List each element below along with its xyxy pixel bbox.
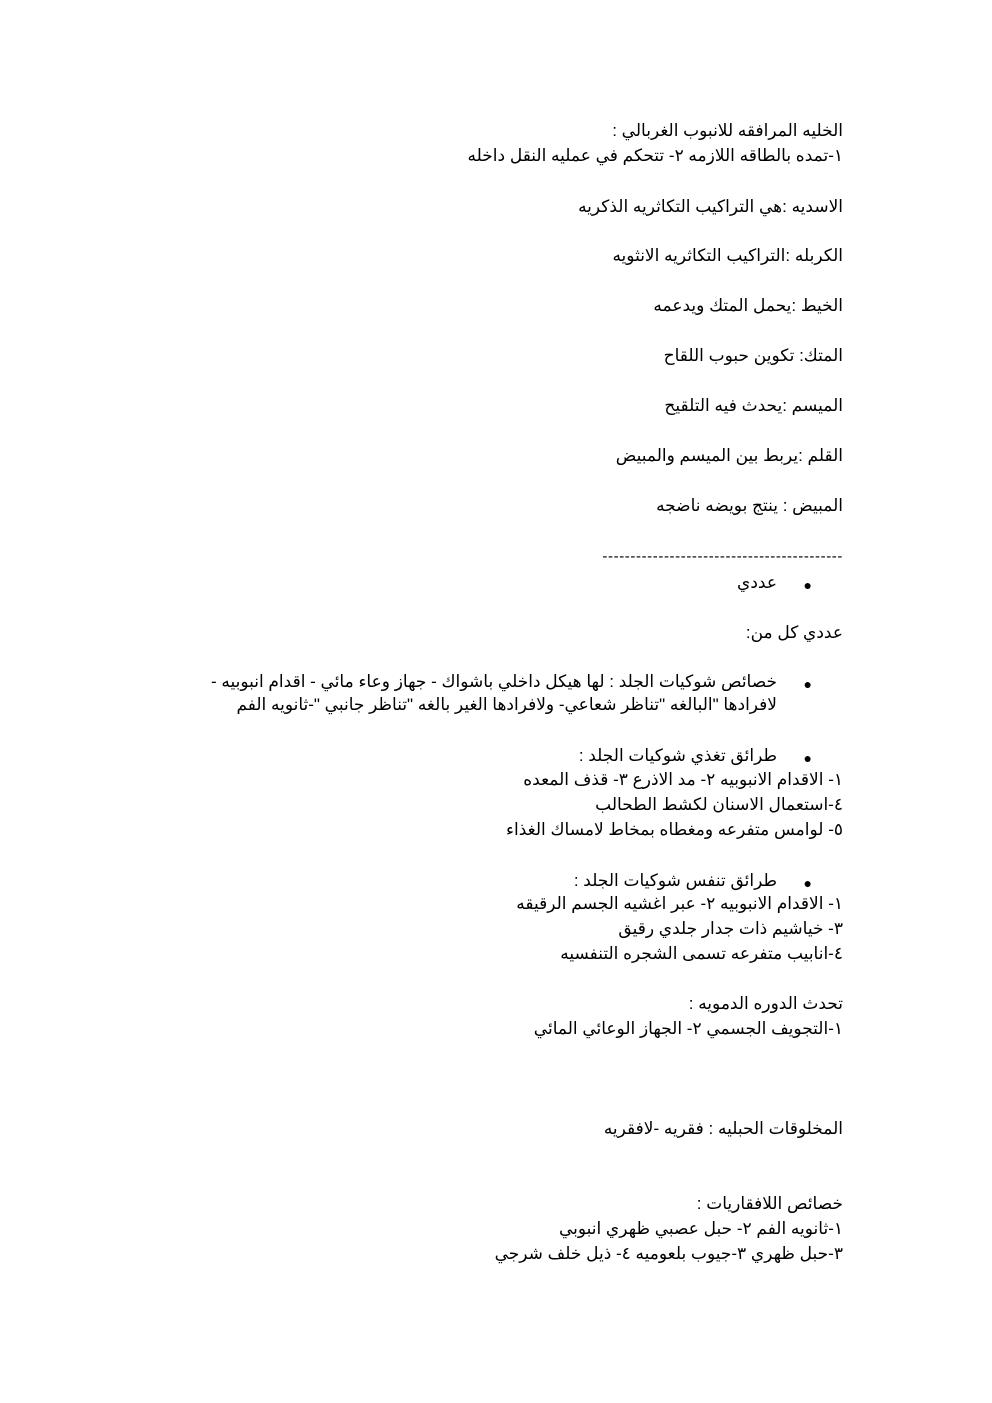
bullet-icon: ● [803, 750, 812, 766]
bullet-text-echinoderm-traits: خصائص شوكيات الجلد : لها هيكل داخلي باشواك - جهاز وعاء مائي - اقدام انبوبيه - [210, 672, 777, 691]
bullet-text-respiration-methods: طرائق تنفس شوكيات الجلد : [573, 871, 777, 890]
dashed-divider: ------------------------------------------- [602, 548, 843, 565]
text-line-respiration-3: ٤-انابيب متفرعه تسمى الشجره التنفسيه [560, 944, 843, 963]
bullet-text-echinoderm-traits-cont: لافرادها "البالغه "تناظر شعاعي- ولافرادها الغير بالغه "تناظر جانبي "-ثانويه الفم [236, 695, 777, 714]
text-line-invertebrate-traits-heading: خصائص اللافقاريات : [696, 1194, 843, 1213]
bullet-text-feeding-methods: طرائق تغذي شوكيات الجلد : [578, 746, 777, 765]
text-line-feeding-3: ٥- لوامس متفرعه ومغطاه بمخاط لامساك الغذاء [506, 820, 843, 839]
text-line-companion-cell-functions: ١-تمده بالطاقه اللازمه ٢- تتحكم في عمليه النقل داخله [467, 146, 843, 165]
text-line-enumerate-each: عددي كل من: [745, 623, 843, 642]
bullet-text-enumerate: عددي [737, 573, 777, 592]
text-line-chordates: المخلوقات الحبليه : فقريه -لافقريه [603, 1119, 843, 1138]
text-line-style: القلم :يربط بين الميسم والمبيض [615, 446, 843, 465]
text-line-stigma: الميسم :يحدث فيه التلقيح [664, 396, 843, 415]
text-line-circulation-items: ١-التجويف الجسمي ٢- الجهاز الوعائي المائي [533, 1019, 843, 1038]
text-line-circulation-heading: تحدث الدوره الدمويه : [688, 994, 843, 1013]
text-line-respiration-1: ١- الاقدام الانبوبيه ٢- عبر اغشيه الجسم الرقيقه [516, 894, 843, 913]
text-line-filament: الخيط :يحمل المتك ويدعمه [653, 296, 843, 315]
bullet-icon: ● [803, 676, 812, 692]
text-line-anther: المتك: تكوين حبوب اللقاح [663, 346, 843, 365]
text-line-carpels: الكربله :التراكيب التكاثريه الانثويه [612, 246, 843, 265]
bullet-icon: ● [803, 875, 812, 891]
text-line-invertebrate-traits-2: ٣-حبل ظهري ٣-جيوب بلعوميه ٤- ذيل خلف شرجي [494, 1244, 843, 1263]
bullet-icon: ● [803, 577, 812, 593]
text-line-companion-cell-heading: الخليه المرافقه للانبوب الغربالي : [612, 121, 843, 140]
text-line-respiration-2: ٣- خياشيم ذات جدار جلدي رقيق [618, 919, 843, 938]
text-line-ovary: المبيض : ينتج بويضه ناضجه [656, 496, 843, 515]
text-line-invertebrate-traits-1: ١-ثانويه الفم ٢- حبل عصبي ظهري انبوبي [558, 1219, 843, 1238]
text-line-feeding-1: ١- الاقدام الانبوبيه ٢- مد الاذرع ٣- قذف المعده [523, 770, 843, 789]
text-line-feeding-2: ٤-استعمال الاسنان لكشط الطحالب [595, 795, 843, 814]
text-line-stamens: الاسديه :هي التراكيب التكاثريه الذكريه [578, 197, 843, 216]
